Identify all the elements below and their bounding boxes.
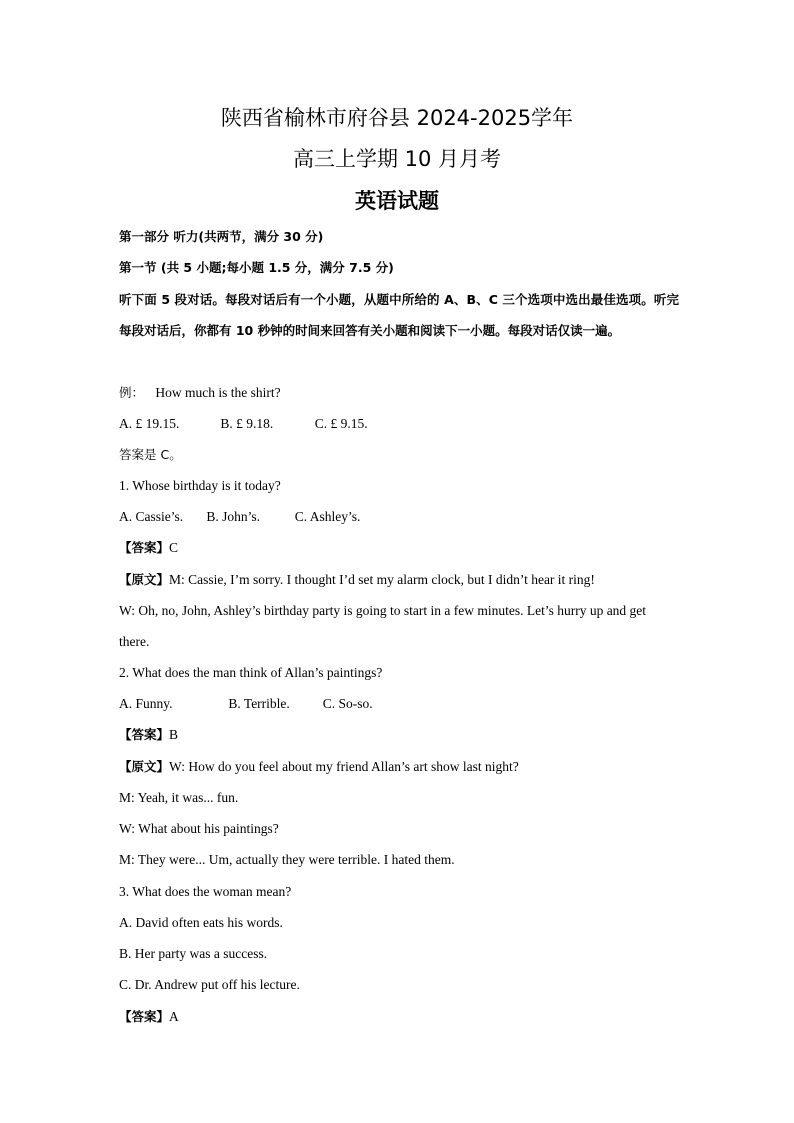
example-option-b: B. £ 9.18. bbox=[220, 416, 274, 431]
example-options bbox=[119, 414, 368, 434]
q1-option-a: A. Cassie’s. bbox=[119, 509, 184, 524]
q2-transcript-line-1 bbox=[119, 757, 519, 777]
q2-option-c: C. So-so. bbox=[322, 696, 373, 711]
q2-transcript-text: W: How do you feel about my friend Allan’s art show last night? bbox=[169, 759, 519, 774]
example-question-text: How much is the shirt? bbox=[155, 385, 281, 400]
q2-transcript-line-4: M: They were... Um, actually they were terrible. I hated them. bbox=[119, 852, 455, 867]
answer-label: 【答案】 bbox=[119, 727, 170, 742]
instructions-paragraph: 听下面 5 段对话。每段对话后有一个小题，从题中所给的 A、B、C 三个选项中选出最佳选项。听完每段对话后，你都有 10 秒钟的时间来回答有关小题和阅读下一小题。每段对话仅读一遍。 bbox=[119, 292, 679, 338]
q2-option-a: A. Funny. bbox=[119, 696, 173, 711]
question-1-options bbox=[119, 507, 360, 527]
transcript-label: 【原文】 bbox=[119, 759, 170, 774]
q1-answer bbox=[119, 538, 178, 558]
example-option-a: A. £ 19.15. bbox=[119, 416, 180, 431]
q3-option-b: B. Her party was a success. bbox=[119, 946, 268, 961]
answer-label: 【答案】 bbox=[119, 540, 170, 555]
title-line-1: 陕西省榆林市府谷县 2024-2025学年 bbox=[220, 106, 574, 130]
subsection-heading: 第一节 (共 5 小题;每小题 1.5 分，满分 7.5 分) bbox=[119, 260, 394, 275]
title-line-2: 高三上学期 10 月月考 bbox=[292, 147, 502, 171]
q1-answer-value: C bbox=[169, 540, 179, 555]
q1-transcript-text: M: Cassie, I’m sorry. I thought I’d set my alarm clock, but I didn’t hear it ring! bbox=[169, 572, 595, 587]
q2-option-b: B. Terrible. bbox=[228, 696, 290, 711]
q3-answer-value: A bbox=[169, 1009, 179, 1024]
example-label: 例： bbox=[119, 385, 145, 400]
question-2: 2. What does the man think of Allan’s paintings? bbox=[119, 665, 383, 680]
answer-label: 【答案】 bbox=[119, 1009, 170, 1024]
example-question bbox=[119, 383, 281, 403]
q1-transcript-line-1 bbox=[119, 570, 595, 590]
question-1: 1. Whose birthday is it today? bbox=[119, 478, 281, 493]
q2-transcript-line-3: W: What about his paintings? bbox=[119, 821, 279, 836]
q1-option-b: B. John’s. bbox=[206, 509, 261, 524]
q1-transcript-line-3: there. bbox=[119, 634, 150, 649]
q3-answer bbox=[119, 1007, 179, 1027]
example-option-c: C. £ 9.15. bbox=[314, 416, 368, 431]
question-3: 3. What does the woman mean? bbox=[119, 884, 292, 899]
title-line-3: 英语试题 bbox=[355, 189, 439, 213]
q1-option-c: C. Ashley’s. bbox=[294, 509, 361, 524]
q1-transcript-line-2: W: Oh, no, John, Ashley’s birthday party is going to start in a few minutes. Let’s hurry up and get bbox=[119, 603, 647, 618]
transcript-label: 【原文】 bbox=[119, 572, 170, 587]
q2-answer-value: B bbox=[169, 727, 179, 742]
part-heading: 第一部分 听力(共两节，满分 30 分) bbox=[119, 229, 324, 244]
question-2-options bbox=[119, 694, 373, 714]
example-answer: 答案是 C。 bbox=[119, 447, 182, 462]
q2-answer bbox=[119, 725, 178, 745]
q3-option-a: A. David often eats his words. bbox=[119, 915, 283, 930]
q3-option-c: C. Dr. Andrew put off his lecture. bbox=[119, 977, 300, 992]
q2-transcript-line-2: M: Yeah, it was... fun. bbox=[119, 790, 239, 805]
